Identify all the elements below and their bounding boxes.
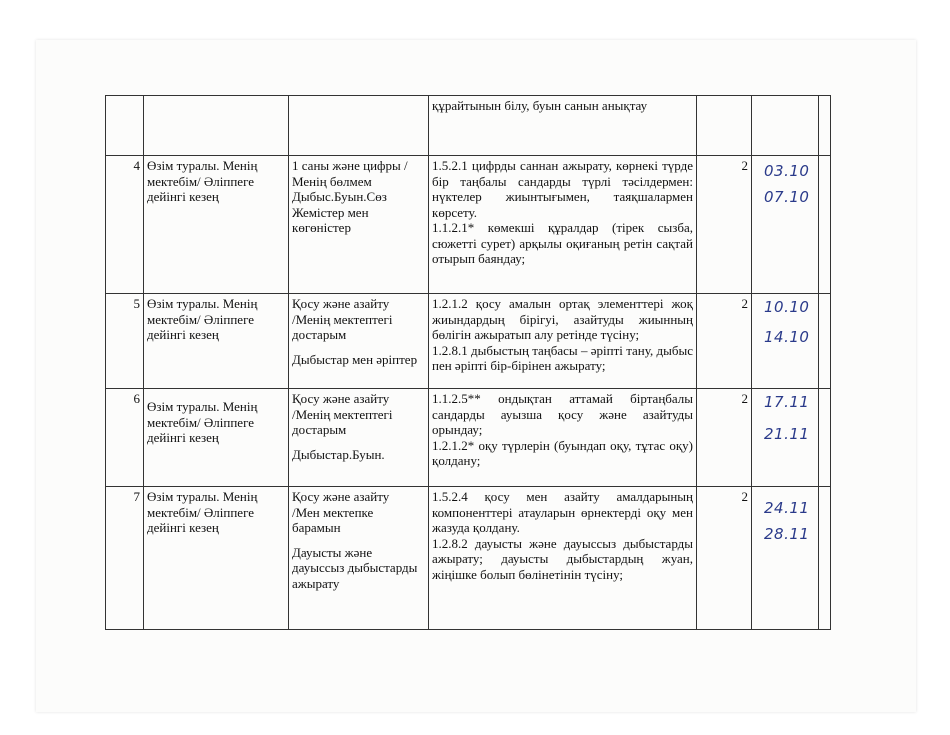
topic-cell: Қосу және азайту /Мен мектепке барамын Дауысты және дауыссыз дыбыстарды ажырату xyxy=(289,487,429,630)
hours-cell: 2 xyxy=(697,487,752,630)
handwritten-date: 24.11 xyxy=(764,499,810,517)
dates-cell xyxy=(752,156,819,294)
handwritten-date: 17.11 xyxy=(764,393,810,411)
section-cell: Өзім туралы. Менің мектебім/ Әліппеге дейінгі кезең xyxy=(144,389,289,487)
topic-cell: Қосу және азайту /Менің мектептегі достарым Дыбыстар мен әріптер xyxy=(289,294,429,389)
handwritten-date: 03.10 xyxy=(764,162,810,180)
hours-cell: 2 xyxy=(697,156,752,294)
table-row xyxy=(106,294,831,389)
table-row xyxy=(106,156,831,294)
dates-cell xyxy=(752,389,819,487)
handwritten-date: 28.11 xyxy=(764,525,810,543)
handwritten-date: 21.11 xyxy=(764,425,810,443)
hours-cell: 2 xyxy=(697,389,752,487)
table-row xyxy=(106,389,831,487)
row-number: 4 xyxy=(106,156,144,294)
row-number: 5 xyxy=(106,294,144,389)
table-row-continuation xyxy=(106,96,831,156)
handwritten-date: 10.10 xyxy=(764,298,810,316)
objective-cell: 1.5.2.1 цифрды саннан ажырату, көрнекі түрде бір таңбалы сандарды түрлі тәсілдермен: нүктелер жиынтығымен, таяқшалармен көрсету. 1.1.2.1* көмекші құралдар (тірек сызба, сюжетті сурет) арқылы оқиғаның ретін сақтай отырып баяндау; xyxy=(429,156,697,294)
dates-cell xyxy=(752,294,819,389)
handwritten-date: 14.10 xyxy=(764,328,810,346)
section-cell: Өзім туралы. Менің мектебім/ Әліппеге дейінгі кезең xyxy=(144,156,289,294)
dates-cell xyxy=(752,487,819,630)
section-cell: Өзім туралы. Менің мектебім/ Әліппеге дейінгі кезең xyxy=(144,487,289,630)
table-row xyxy=(106,487,831,630)
hours-cell: 2 xyxy=(697,294,752,389)
section-cell: Өзім туралы. Менің мектебім/ Әліппеге дейінгі кезең xyxy=(144,294,289,389)
handwritten-date: 07.10 xyxy=(764,188,810,206)
lesson-plan-table xyxy=(105,95,831,630)
objective-cell: құрайтынын білу, буын санын анықтау xyxy=(429,96,697,156)
row-number: 6 xyxy=(106,389,144,487)
row-number: 7 xyxy=(106,487,144,630)
objective-cell: 1.1.2.5** ондықтан аттамай біртаңбалы сандарды ауызша қосу және азайтуды орындау; 1.2.1.2* оқу түрлерін (буындап оқу, тұтас оқу) қолдану; xyxy=(429,389,697,487)
topic-cell: 1 саны және цифры / Менің бөлмем Дыбыс.Буын.Сөз Жемістер мен көгөністер xyxy=(289,156,429,294)
objective-cell: 1.5.2.4 қосу мен азайту амалдарының компоненттері атауларын өрнектерді оқу мен жазуда қолдану. 1.2.8.2 дауысты және дауыссыз дыбыстарды ажырату; дауысты дыбыстардың жуан, жіңішке болып бөлінетінін түсіну; xyxy=(429,487,697,630)
topic-cell: Қосу және азайту /Менің мектептегі достарым Дыбыстар.Буын. xyxy=(289,389,429,487)
objective-cell: 1.2.1.2 қосу амалын ортақ элементтері жоқ жиындардың бірігуі, азайтуды жиынның бөлігін ажыратып алу ретінде түсіну; 1.2.8.1 дыбыстың таңбасы – әріпті тану, дыбыс пен әріпті бір-бірінен ажырату; xyxy=(429,294,697,389)
